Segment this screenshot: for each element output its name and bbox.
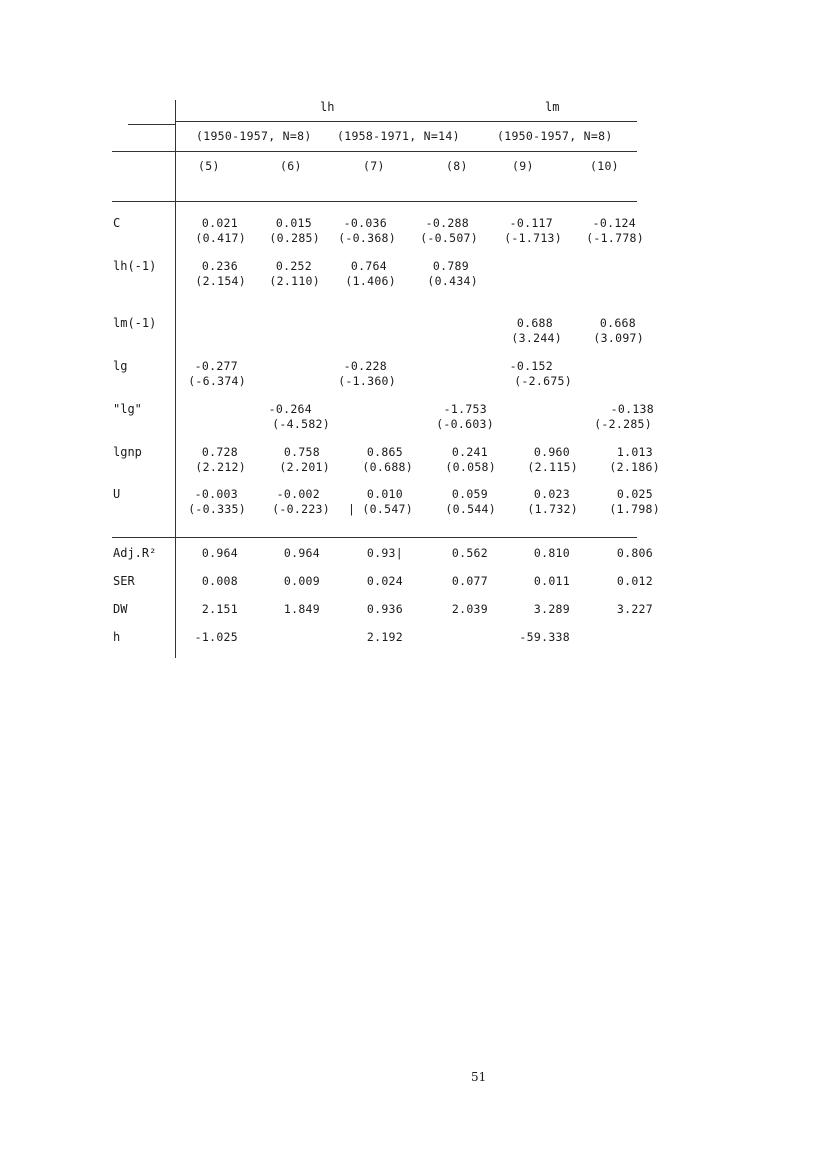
stat-cell: -59.338 xyxy=(519,630,570,644)
coef-cell: 0.789 xyxy=(432,259,469,273)
tstat-cell: (1.798) xyxy=(609,502,660,516)
row-label: U xyxy=(113,487,121,501)
stat-cell: 2.192 xyxy=(366,630,403,644)
coef-cell: -0.288 xyxy=(425,216,469,230)
tstat-cell: (1.406) xyxy=(345,274,396,288)
stat-cell: 3.227 xyxy=(616,602,653,616)
column-header: (7) xyxy=(363,159,385,173)
tstat-cell: (-1.713) xyxy=(504,231,562,245)
tstat-cell: (1.732) xyxy=(527,502,578,516)
stat-cell: 0.964 xyxy=(283,546,320,560)
row-label: lgnp xyxy=(113,445,142,459)
column-header: (5) xyxy=(198,159,220,173)
coef-cell: -0.117 xyxy=(509,216,553,230)
coef-cell: 0.015 xyxy=(275,216,312,230)
coef-cell: 0.960 xyxy=(533,445,570,459)
tstat-cell: (-1.360) xyxy=(338,374,396,388)
coef-cell: 0.236 xyxy=(201,259,238,273)
coef-cell: 0.252 xyxy=(275,259,312,273)
page-number: 51 xyxy=(471,1070,487,1084)
coef-cell: -0.152 xyxy=(509,359,553,373)
row-label: lm(-1) xyxy=(113,316,157,330)
group-label-lm: lm xyxy=(545,100,560,114)
tstat-cell: (-1.778) xyxy=(586,231,644,245)
stat-label: SER xyxy=(113,574,135,588)
stat-cell: 0.009 xyxy=(283,574,320,588)
row-label: "lg" xyxy=(113,402,142,416)
row-label: lg xyxy=(113,359,128,373)
coef-cell: 0.241 xyxy=(451,445,488,459)
tstat-cell: (-0.335) xyxy=(188,502,246,516)
coef-cell: -0.003 xyxy=(194,487,238,501)
row-label: lh(-1) xyxy=(113,259,157,273)
group-label-lh: lh xyxy=(320,100,335,114)
column-header: (6) xyxy=(280,159,302,173)
coef-cell: 0.688 xyxy=(516,316,553,330)
rule-stats xyxy=(112,537,637,538)
tstat-cell: (-2.285) xyxy=(594,417,652,431)
rule-top-left xyxy=(128,124,175,125)
coef-cell: 0.758 xyxy=(283,445,320,459)
coef-cell: -0.277 xyxy=(194,359,238,373)
tstat-cell: (-4.582) xyxy=(272,417,330,431)
tstat-cell: (0.544) xyxy=(445,502,496,516)
stat-cell: 0.964 xyxy=(201,546,238,560)
coef-cell: -0.124 xyxy=(592,216,636,230)
row-label: C xyxy=(113,216,121,230)
tstat-cell: (-2.675) xyxy=(514,374,572,388)
stat-cell: 2.039 xyxy=(451,602,488,616)
stat-label: DW xyxy=(113,602,128,616)
coef-cell: 0.025 xyxy=(616,487,653,501)
coef-cell: 0.023 xyxy=(533,487,570,501)
stat-cell: -1.025 xyxy=(194,630,238,644)
coef-cell: -0.138 xyxy=(610,402,654,416)
coef-cell: 0.059 xyxy=(451,487,488,501)
coef-cell: 0.764 xyxy=(350,259,387,273)
period-label: (1950-1957, N=8) xyxy=(196,129,312,143)
tstat-cell: (-0.603) xyxy=(436,417,494,431)
stat-cell: 0.810 xyxy=(533,546,570,560)
tstat-cell: (2.201) xyxy=(279,460,330,474)
coef-cell: 0.865 xyxy=(366,445,403,459)
stat-cell: 0.024 xyxy=(366,574,403,588)
column-header: (10) xyxy=(590,159,619,173)
tstat-cell: (3.097) xyxy=(593,331,644,345)
stat-cell: 0.077 xyxy=(451,574,488,588)
rule-columns xyxy=(112,201,637,202)
tstat-cell: (0.285) xyxy=(269,231,320,245)
period-label: (1958-1971, N=14) xyxy=(337,129,460,143)
tstat-cell: (2.212) xyxy=(195,460,246,474)
coef-cell: -0.228 xyxy=(343,359,387,373)
rule-periods xyxy=(112,151,637,152)
tstat-cell: (3.244) xyxy=(511,331,562,345)
stat-cell: 0.008 xyxy=(201,574,238,588)
column-header: (8) xyxy=(446,159,468,173)
tstat-cell: (0.058) xyxy=(445,460,496,474)
coef-cell: -0.036 xyxy=(343,216,387,230)
tstat-cell: (2.186) xyxy=(609,460,660,474)
tstat-cell: (0.417) xyxy=(195,231,246,245)
tstat-cell: (0.688) xyxy=(362,460,413,474)
stat-cell: 0.562 xyxy=(451,546,488,560)
coef-cell: 0.021 xyxy=(201,216,238,230)
rule-top-group xyxy=(175,121,637,122)
stat-cell: 0.012 xyxy=(616,574,653,588)
tstat-cell: (-0.507) xyxy=(420,231,478,245)
tstat-cell: (-6.374) xyxy=(188,374,246,388)
coef-cell: 0.728 xyxy=(201,445,238,459)
coef-cell: 0.010 xyxy=(366,487,403,501)
stat-cell: 0.936 xyxy=(366,602,403,616)
tstat-cell: (0.434) xyxy=(427,274,478,288)
stat-cell: 0.806 xyxy=(616,546,653,560)
tstat-cell: (2.154) xyxy=(195,274,246,288)
stat-cell: 1.849 xyxy=(283,602,320,616)
stat-label: h xyxy=(113,630,121,644)
coef-cell: -1.753 xyxy=(443,402,487,416)
tstat-cell: | (0.547) xyxy=(347,502,413,516)
tstat-cell: (2.110) xyxy=(269,274,320,288)
period-label: (1950-1957, N=8) xyxy=(497,129,613,143)
column-header: (9) xyxy=(512,159,534,173)
tstat-cell: (-0.223) xyxy=(272,502,330,516)
coef-cell: 1.013 xyxy=(616,445,653,459)
stat-cell: 3.289 xyxy=(533,602,570,616)
stat-label: Adj.R² xyxy=(113,546,157,560)
tstat-cell: (2.115) xyxy=(527,460,578,474)
tstat-cell: (-0.368) xyxy=(338,231,396,245)
coef-cell: 0.668 xyxy=(599,316,636,330)
coef-cell: -0.264 xyxy=(268,402,312,416)
stat-cell: 0.93| xyxy=(366,546,403,560)
coef-cell: -0.002 xyxy=(276,487,320,501)
stat-cell: 2.151 xyxy=(201,602,238,616)
stat-cell: 0.011 xyxy=(533,574,570,588)
